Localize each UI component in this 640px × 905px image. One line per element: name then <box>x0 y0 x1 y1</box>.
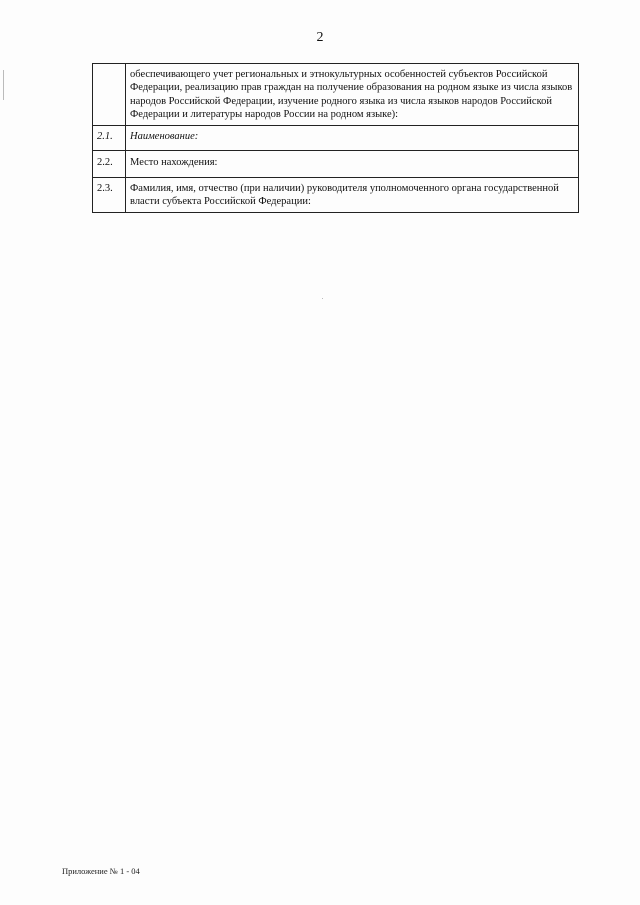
field-label-name: Наименование: <box>126 125 579 150</box>
table-row-2-2 <box>93 150 579 177</box>
table-row-2-1 <box>93 125 579 150</box>
continuation-text: обеспечивающего учет региональных и этнокультурных особенностей субъектов Российской Федерации, реализацию прав граждан на получение образования на родном языке из числа языков народов Российской Федерации, изучение родного языка из числа языков народов Российской Федерации и литературы народов России на родном языке): <box>126 64 579 126</box>
table-row-2-3 <box>93 177 579 213</box>
field-label-location: Место нахождения: <box>126 150 579 177</box>
page-number: 2 <box>316 30 324 45</box>
row-number: 2.2. <box>93 150 126 177</box>
scan-artifact <box>3 70 4 100</box>
form-table <box>92 63 579 213</box>
table-row-continuation <box>93 64 579 126</box>
footer-appendix-label: Приложение № 1 - 04 <box>62 866 140 876</box>
scan-artifact <box>322 298 323 299</box>
row-number: 2.1. <box>93 125 126 150</box>
row-number-empty <box>93 64 126 126</box>
row-number: 2.3. <box>93 177 126 213</box>
field-label-head-name: Фамилия, имя, отчество (при наличии) руководителя уполномоченного органа государственной власти субъекта Российской Федерации: <box>126 177 579 213</box>
